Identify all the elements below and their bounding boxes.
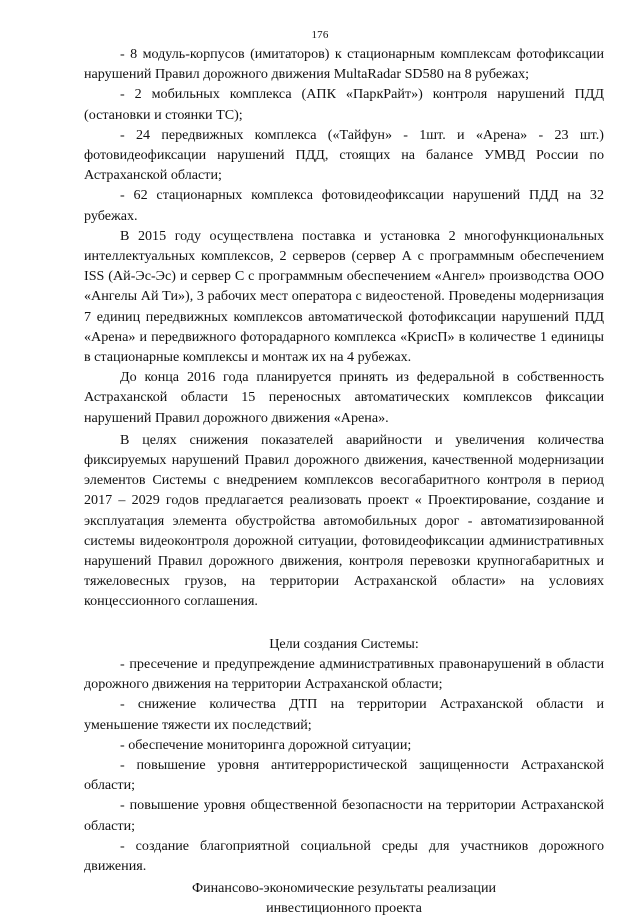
goal-item-monitoring: - обеспечение мониторинга дорожной ситуации; bbox=[120, 736, 412, 753]
paragraph-2015-deliveries: В 2015 году осуществлена поставка и установка 2 многофункциональных интеллектуальных комплексов, 2 серверов (сервер А с программным обеспечением ISS (Ай-Эс-Эс) и сервер С с программным обеспечением «Ангел» производства ООО «Ангелы Ай Ти»), 3 рабочих мест оператора с видеостеной. Проведены модернизация 7 единиц передвижных комплексов автоматической фотофиксации нарушений ПДД «Арена» и передвижного фоторадарного комплекса «КрисП» в количестве 1 единицы в стационарные комплексы и монтаж их на 4 рубежах. bbox=[84, 227, 604, 366]
goal-item-antiterror: - повышение уровня антитеррористической защищенности Астраханской области; bbox=[84, 756, 604, 794]
section-heading-financial-line2: инвестиционного проекта bbox=[266, 900, 422, 917]
section-heading-goals: Цели создания Системы: bbox=[269, 635, 419, 652]
goal-item-prevention: - пресечение и предупреждение административных правонарушений в области дорожного движения на территории Астраханской области; bbox=[84, 655, 604, 693]
section-heading-financial-line1: Финансово-экономические результаты реализации bbox=[191, 880, 497, 897]
goal-item-social-environment: - создание благоприятной социальной среды для участников дорожного движения. bbox=[84, 837, 604, 874]
page-body bbox=[84, 44, 604, 919]
list-item-portable-complexes: - 24 передвижных комплекса («Тайфун» - 1шт. и «Арена» - 23 шт.) фотовидеофиксации нарушений ПДД, стоящих на балансе УМВД России по Астраханской области; bbox=[84, 126, 604, 184]
page-number: 176 bbox=[311, 29, 329, 41]
goal-item-accident-reduction: - снижение количества ДТП на территории Астраханской области и уменьшение тяжести их последствий; bbox=[84, 696, 604, 733]
list-item-stationary-complexes: - 62 стационарных комплекса фотовидеофиксации нарушений ПДД на 32 рубежах. bbox=[84, 187, 604, 224]
paragraph-project-proposal: В целях снижения показателей аварийности и увеличения количества фиксируемых нарушений Правил дорожного движения, качественной модернизации элементов Системы с внедрением комплексов весогабаритного контроля в период 2017 – 2029 годов предлагается реализовать проект « Проектирование, создание и эксплуатация элемента обустройства автомобильных дорог - автоматизированной системы видеоконтроля дорожной ситуации, фотовидеофиксации административных нарушений Правил дорожного движения, контроля перевозки крупногабаритных и тяжеловесных грузов, на территории Астраханской области» на условиях концессионного соглашения. bbox=[84, 431, 604, 610]
goal-item-public-safety: - повышение уровня общественной безопасности на территории Астраханской области; bbox=[84, 797, 604, 834]
paragraph-2016-plans: До конца 2016 года планируется принять из федеральной в собственность Астраханской области 15 переносных автоматических комплексов фиксации нарушений Правил дорожного движения «Арена». bbox=[84, 369, 604, 426]
list-item-modules: - 8 модуль-корпусов (имитаторов) к стационарным комплексам фотофиксации нарушений Правил дорожного движения MultaRadar SD580 на 8 рубежах; bbox=[84, 46, 604, 83]
list-item-mobile-complexes: - 2 мобильных комплекса (АПК «ПаркРайт») контроля нарушений ПДД (остановки и стоянки ТС); bbox=[84, 86, 604, 123]
